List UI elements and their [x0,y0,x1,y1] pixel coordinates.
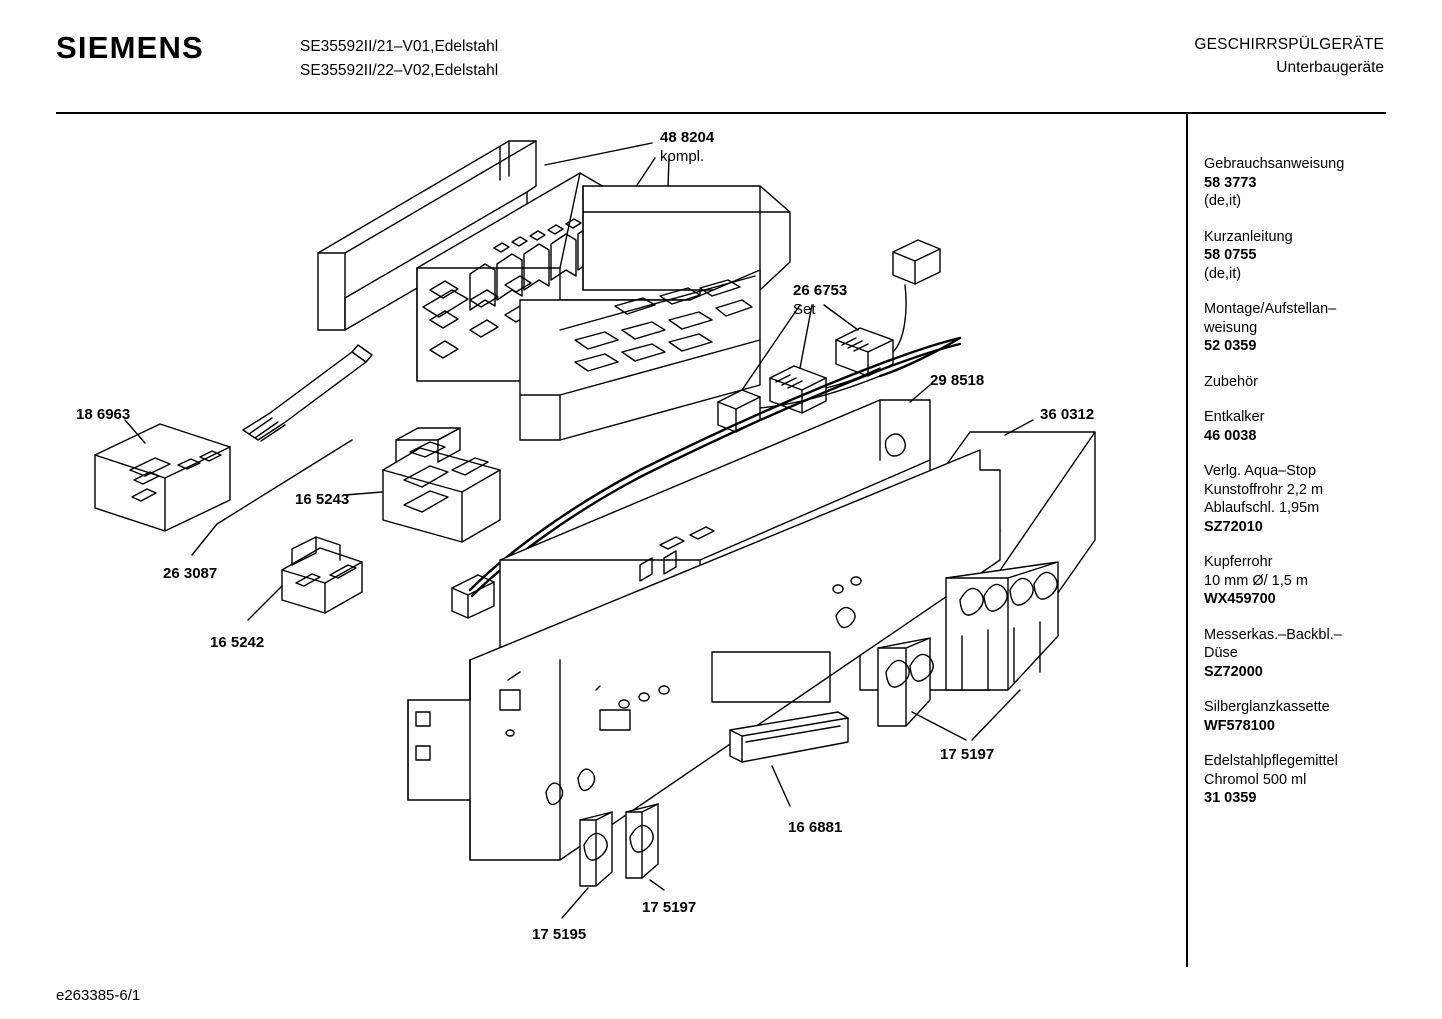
part-number-callout [295,490,349,509]
accessory-item [1204,300,1404,356]
accessory-code: 58 3773 [1204,174,1257,191]
part-number: 17 5195 [532,926,587,943]
leader-175197-right-a [912,712,966,740]
accessory-item [1204,553,1404,609]
document-code: e263385-6/1 [56,987,141,1004]
part-button-block-175197-bottom [626,804,658,878]
accessory-code: SZ72000 [1204,663,1263,680]
accessory-name: Silberglanzkassette [1204,699,1330,715]
accessory-name: Verlg. Aqua–Stop [1204,463,1317,479]
accessory-list [1204,155,1404,825]
part-number: 26 3087 [163,565,218,582]
accessory-item [1204,698,1404,735]
leader-175197-bottom [650,880,664,890]
part-number: 17 5197 [940,746,995,763]
leader-175195 [562,888,588,918]
accessory-name: Edelstahlpflegemittel [1204,753,1338,769]
accessory-note: (de,it) [1204,193,1242,209]
part-number-callout [940,745,994,764]
accessory-code: 31 0359 [1204,790,1257,806]
accessory-name: Chromol 500 ml [1204,771,1307,788]
part-number-callout [660,128,714,166]
part-button-group-right [946,562,1058,690]
part-number: 17 5197 [642,899,697,916]
accessory-item [1204,752,1404,808]
accessory-name: Kupferrohr [1204,554,1273,570]
accessory-name: Montage/Aufstellan– [1204,301,1337,317]
accessory-name: Düse [1204,645,1238,661]
accessory-code: 52 0359 [1204,338,1257,354]
accessory-code: SZ72010 [1204,518,1263,535]
part-number: 48 8204 [660,129,715,146]
accessory-name: Kunstoffrohr 2,2 m [1204,481,1324,498]
part-note: Set [793,301,816,318]
accessory-name: weisung [1204,319,1258,336]
accessory-name: Messerkas.–Backbl.– [1204,626,1342,643]
part-number: 26 6753 [793,282,848,299]
leader-166881 [772,766,790,806]
leader-175197-right-b [972,690,1020,740]
part-165243 [383,428,500,542]
accessory-code: WX459700 [1204,591,1276,607]
accessory-name: Entkalker [1204,409,1265,425]
accessory-item [1204,462,1404,536]
leader-165242 [248,586,282,620]
part-number-callout [532,925,586,944]
part-note: kompl. [660,148,705,165]
part-number-callout [930,371,984,390]
accessory-name: Ablaufschl. 1,95m [1204,500,1320,516]
model-line-1: SE35592II/21–V01,Edelstahl [300,38,499,55]
part-number: 16 6881 [788,819,843,836]
leader-488204-a [545,143,652,165]
brand-logo: SIEMENS [56,30,204,65]
part-number-callout [642,898,696,917]
part-number: 16 5242 [210,634,265,651]
part-number-callout [76,405,130,424]
part-number-callout [788,818,842,837]
accessory-name: Zubehör [1204,373,1259,390]
category-block [1194,33,1384,79]
part-number-callout [163,564,217,583]
part-number: 16 5243 [295,491,350,508]
accessory-item [1204,408,1404,445]
accessory-item [1204,373,1404,392]
part-number: 36 0312 [1040,406,1095,423]
accessory-name: 10 mm Ø/ 1,5 m [1204,572,1308,589]
accessory-code: 58 0755 [1204,247,1257,263]
part-button-block-single-right [878,638,933,726]
part-module-186963 [95,424,230,531]
part-number: 18 6963 [76,406,131,423]
accessory-code: 46 0038 [1204,427,1257,444]
accessory-item [1204,155,1404,211]
accessory-note: (de,it) [1204,265,1242,282]
accessory-name: Kurzanleitung [1204,228,1293,245]
accessory-code: WF578100 [1204,717,1275,734]
category-subtitle: Unterbaugeräte [1276,59,1384,76]
part-ribbon-cable [243,345,372,441]
leader-165243 [345,492,382,495]
part-number-callout [1040,405,1094,424]
category-title: GESCHIRRSPÜLGERÄTE [1194,36,1384,53]
model-line-2: SE35592II/22–V02,Edelstahl [300,62,499,79]
accessory-name: Gebrauchsanweisung [1204,156,1345,172]
part-165242 [282,537,362,613]
accessory-item [1204,626,1404,682]
part-button-block-175195 [580,812,612,886]
part-number-callout [210,633,264,652]
part-number: 29 8518 [930,372,985,389]
part-number-callout [793,281,847,319]
accessory-item [1204,228,1404,284]
